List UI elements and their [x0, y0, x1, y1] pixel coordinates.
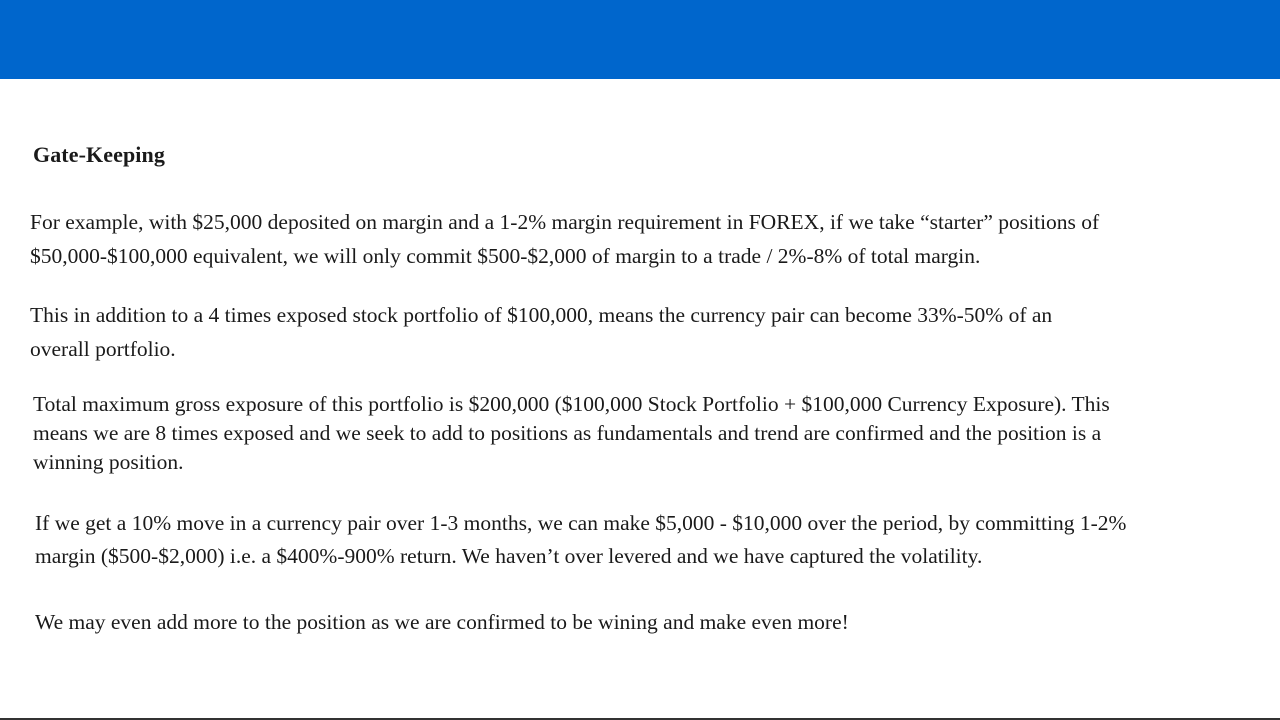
paragraph-line: winning position. [33, 450, 184, 474]
paragraph-line: If we get a 10% move in a currency pair over 1-3 months, we can make $5,000 - $10,000 over the period, by committing 1-2% [35, 511, 1127, 535]
paragraph-line: We may even add more to the position as we are confirmed to be wining and make even more! [35, 610, 849, 634]
paragraph-gross-exposure [33, 390, 1110, 477]
paragraph-line: This in addition to a 4 times exposed stock portfolio of $100,000, means the currency pair can become 33%-50% of an [30, 303, 1053, 327]
paragraph-line: margin ($500-$2,000) i.e. a $400%-900% return. We haven’t over levered and we have captured the volatility. [35, 544, 983, 568]
paragraph-margin-example [30, 205, 1099, 273]
paragraph-line: For example, with $25,000 deposited on margin and a 1-2% margin requirement in FOREX, if we take “starter” positions of [30, 210, 1100, 234]
paragraph-return-example [35, 507, 1126, 573]
paragraph-stock-portfolio [30, 298, 1052, 366]
paragraph-line: $50,000-$100,000 equivalent, we will only commit $500-$2,000 of margin to a trade / 2%-8% of total margin. [30, 244, 981, 268]
paragraph-add-more [35, 607, 849, 637]
header-bar [0, 0, 1280, 79]
slide-title: Gate-Keeping [33, 142, 165, 167]
paragraph-line: Total maximum gross exposure of this portfolio is $200,000 ($100,000 Stock Portfolio + $100,000 Currency Exposure). This [33, 392, 1110, 416]
paragraph-line: overall portfolio. [30, 337, 176, 361]
paragraph-line: means we are 8 times exposed and we seek to add to positions as fundamentals and trend are confirmed and the position is a [33, 421, 1102, 445]
